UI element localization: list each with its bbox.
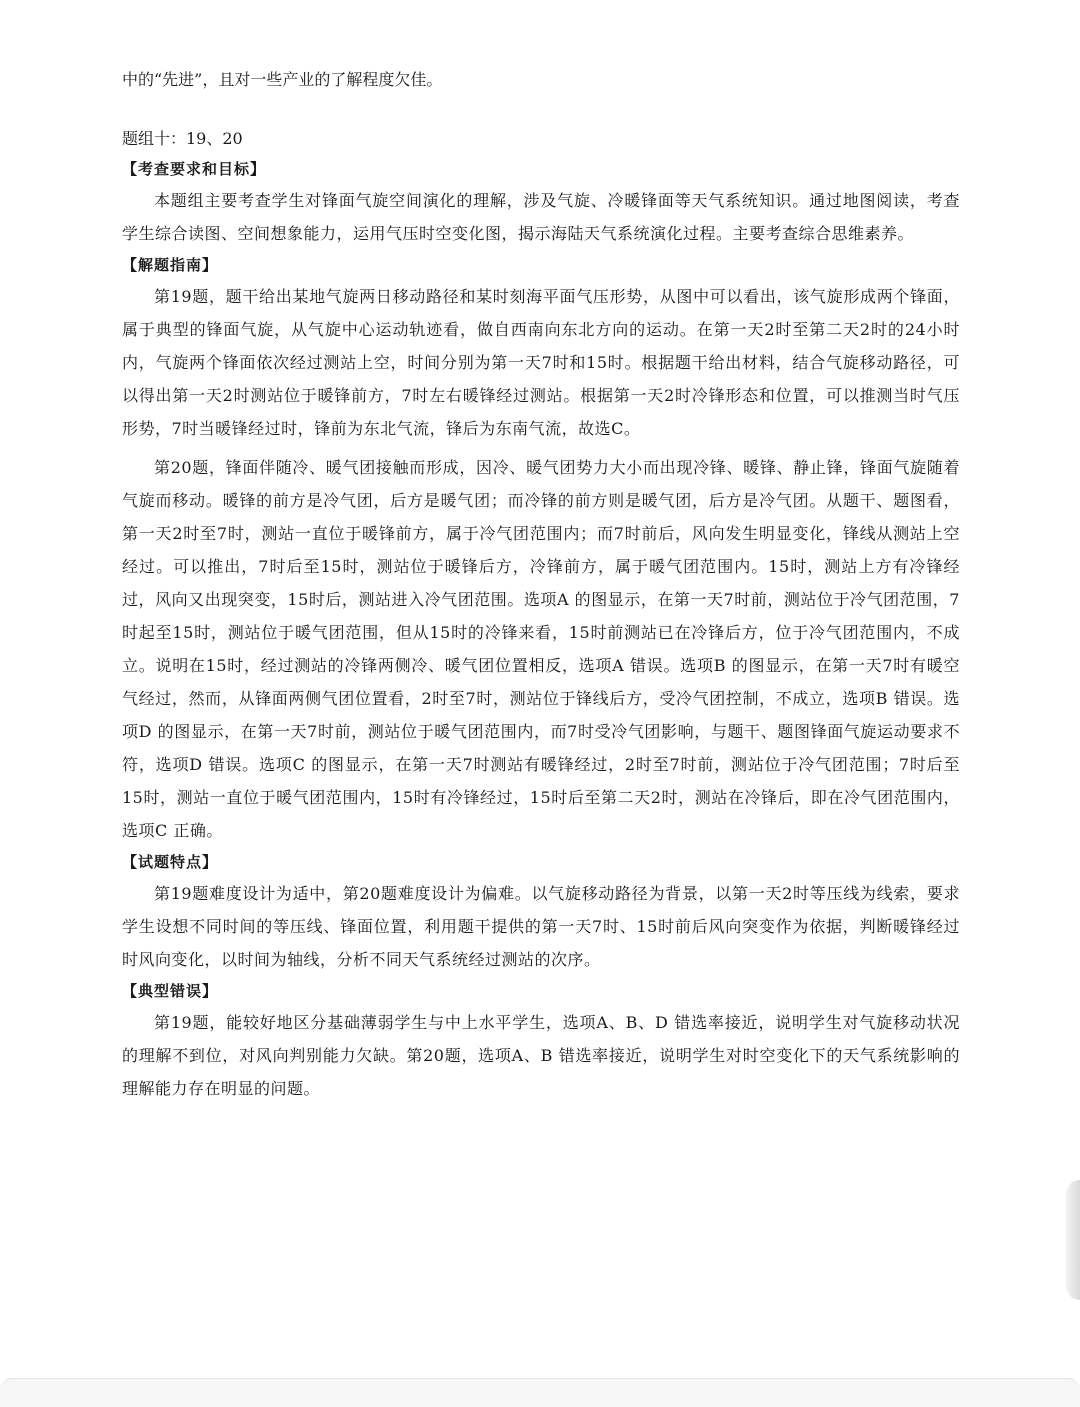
paragraph-solution-q20: 第20题，锋面伴随冷、暖气团接触而形成，因冷、暖气团势力大小而出现冷锋、暖锋、静止锋，锋面气旋随着气旋而移动。暖锋的前方是冷气团，后方是暖气团；而冷锋的前方则是暖气团，后方是冷气团。从题干、题图看，第一天2时至7时，测站一直位于暖锋前方，属于冷气团范围内；而7时前后，风向发生明显变化，锋线从测站上空经过。可以推出，7时后至15时，测站位于暖锋后方，冷锋前方，属于暖气团范围内。15时，测站上方有冷锋经过，风向又出现突变，15时后，测站进入冷气团范围。选项A 的图显示，在第一天7时前，测站位于冷气团范围，7时起至15时，测站位于暖气团范围，但从15时的冷锋来看，15时前测站已在冷锋后方，位于冷气团范围内，不成立。说明在15时，经过测站的冷锋两侧冷、暖气团位置相反，选项A 错误。选项B 的图显示，在第一天7时有暖空气经过，然而，从锋面两侧气团位置看，2时至7时，测站位于锋线后方，受冷气团控制，不成立，选项B 错误。选项D 的图显示，在第一天7时前，测站位于暖气团范围内，而7时受冷气团影响，与题干、题图锋面气旋运动要求不符，选项D 错误。选项C 的图显示，在第一天7时测站有暖锋经过，2时至7时前，测站位于冷气团范围；7时后至15时，测站一直位于暖气团范围内，15时有冷锋经过，15时后至第二天2时，测站在冷锋后，即在冷气团范围内，选项C 正确。 [122, 458, 960, 840]
document-page [122, 62, 960, 1105]
section-heading-features: 【试题特点】 [122, 853, 219, 871]
section-heading-solution-guide: 【解题指南】 [122, 256, 219, 274]
question-group-title: 题组十：19、20 [122, 129, 243, 148]
section-heading-requirements: 【考查要求和目标】 [122, 160, 267, 178]
paragraph-typical-errors: 第19题，能较好地区分基础薄弱学生与中上水平学生，选项A、B、D 错选率接近，说明学生对气旋移动状况的理解不到位，对风向判别能力欠缺。第20题，选项A、B 错选率接近，说明学生对时空变化下的天气系统影响的理解能力存在明显的问题。 [122, 1013, 960, 1098]
bottom-bar [0, 1378, 1080, 1407]
paragraph-features: 第19题难度设计为适中，第20题难度设计为偏难。以气旋移动路径为背景，以第一天2时等压线为线索，要求学生设想不同时间的等压线、锋面位置，利用题干提供的第一天7时、15时前后风向突变作为依据，判断暖锋经过时风向变化，以时间为轴线，分析不同天气系统经过测站的次序。 [122, 884, 960, 969]
paragraph-requirements: 本题组主要考查学生对锋面气旋空间演化的理解，涉及气旋、冷暖锋面等天气系统知识。通过地图阅读，考查学生综合读图、空间想象能力，运用气压时空变化图，揭示海陆天气系统演化过程。主要考查综合思维素养。 [122, 191, 960, 243]
section-heading-typical-errors: 【典型错误】 [122, 982, 219, 1000]
continued-text-line: 中的“先进”，且对一些产业的了解程度欠佳。 [122, 70, 443, 89]
paragraph-solution-q19: 第19题，题干给出某地气旋两日移动路径和某时刻海平面气压形势，从图中可以看出，该气旋形成两个锋面，属于典型的锋面气旋，从气旋中心运动轨迹看，做自西南向东北方向的运动。在第一天2时至第二天2时的24小时内，气旋两个锋面依次经过测站上空，时间分别为第一天7时和15时。根据题干给出材料，结合气旋移动路径，可以得出第一天2时测站位于暖锋前方，7时左右暖锋经过测站。根据第一天2时冷锋形态和位置，可以推测当时气压形势，7时当暖锋经过时，锋前为东北气流，锋后为东南气流，故选C。 [122, 287, 960, 438]
page-edge-handle[interactable] [1066, 1180, 1080, 1300]
